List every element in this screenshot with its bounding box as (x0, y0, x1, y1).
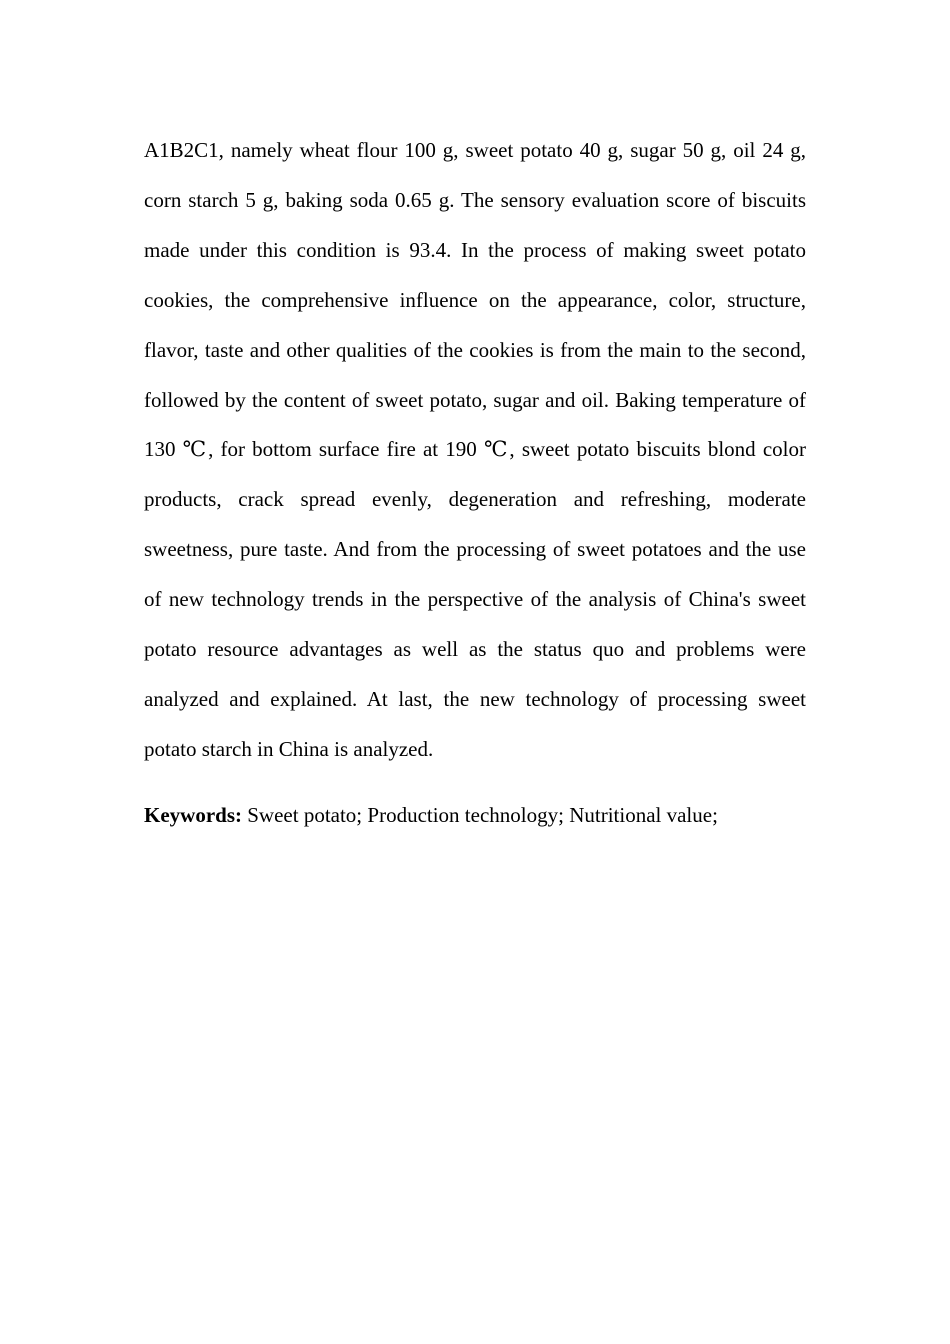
abstract-paragraph: A1B2C1, namely wheat flour 100 g, sweet potato 40 g, sugar 50 g, oil 24 g, corn starch 5 g, baking soda 0.65 g. The sensory evaluation score of biscuits made under this condition is 93.4. In the process of making sweet potato cookies, the comprehensive influence on the appearance, color, structure, flavor, taste and other qualities of the cookies is from the main to the second, followed by the content of sweet potato, sugar and oil. Baking temperature of 130 ℃, for bottom surface fire at 190 ℃, sweet potato biscuits blond color products, crack spread evenly, degeneration and refreshing, moderate sweetness, pure taste. And from the processing of sweet potatoes and the use of new technology trends in the perspective of the analysis of China's sweet potato resource advantages as well as the status quo and problems were analyzed and explained. At last, the new technology of processing sweet potato starch in China is analyzed. (144, 138, 806, 761)
keywords-line (144, 799, 806, 831)
keywords-value: Sweet potato; Production technology; Nutritional value; (242, 803, 718, 827)
keywords-label: Keywords: (144, 803, 242, 827)
